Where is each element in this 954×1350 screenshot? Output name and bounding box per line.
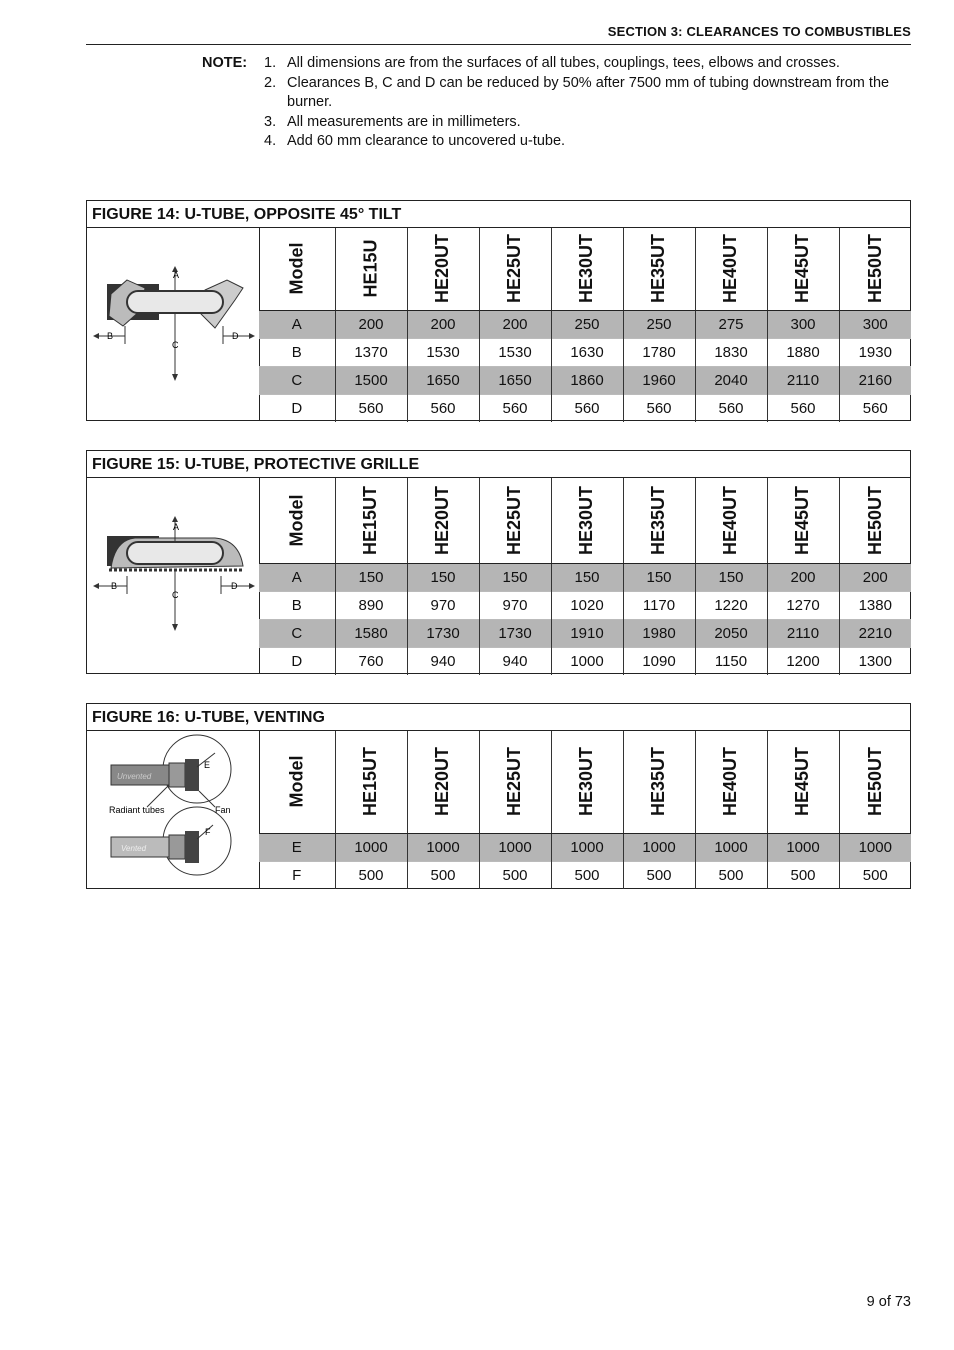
table-cell: 250 — [623, 310, 695, 338]
arrowhead-b — [93, 333, 99, 339]
vented-label: Vented — [121, 844, 147, 853]
table-cell: 1880 — [767, 338, 839, 366]
label-c: C — [172, 590, 179, 600]
table-cell: 200 — [407, 310, 479, 338]
table-row — [259, 394, 911, 422]
arrowhead-b — [93, 583, 99, 589]
column-header: HE35UT — [623, 478, 695, 563]
table-cell: 560 — [695, 394, 767, 422]
table-cell: 250 — [551, 310, 623, 338]
table-cell: 1000 — [623, 833, 695, 861]
note-number: 4. — [264, 133, 277, 149]
table-cell: 150 — [551, 563, 623, 591]
column-header: HE30UT — [551, 731, 623, 833]
table-cell: A — [259, 563, 335, 591]
table-row — [259, 366, 911, 394]
table-cell: D — [259, 647, 335, 675]
column-header: HE30UT — [551, 478, 623, 563]
figure-15-diagram — [87, 478, 260, 673]
table-cell: 1530 — [407, 338, 479, 366]
fan-top — [185, 759, 199, 791]
utube-grille-illustration — [87, 478, 259, 673]
header-row — [259, 478, 911, 563]
table-cell: 500 — [479, 861, 551, 889]
table-cell: 1930 — [839, 338, 911, 366]
label-b: B — [107, 331, 114, 341]
table-cell: 2210 — [839, 619, 911, 647]
table-row — [259, 619, 911, 647]
table-cell: 560 — [335, 394, 407, 422]
figure-16 — [86, 703, 911, 889]
table-cell: 560 — [551, 394, 623, 422]
column-header: HE25UT — [479, 228, 551, 310]
column-header: HE25UT — [479, 731, 551, 833]
table-cell: C — [259, 619, 335, 647]
table-cell: E — [259, 833, 335, 861]
label-a: A — [173, 270, 180, 280]
arrowhead-d — [249, 333, 255, 339]
table-cell: 300 — [839, 310, 911, 338]
table-cell: 150 — [407, 563, 479, 591]
header-row — [259, 731, 911, 833]
table-cell: 1980 — [623, 619, 695, 647]
unvented-label: Unvented — [117, 772, 152, 781]
note-item — [264, 54, 914, 74]
table-row — [259, 833, 911, 861]
column-header: HE35UT — [623, 228, 695, 310]
table-cell: 500 — [767, 861, 839, 889]
column-header: HE45UT — [767, 731, 839, 833]
table-cell: 200 — [479, 310, 551, 338]
table-row — [259, 310, 911, 338]
table-row — [259, 338, 911, 366]
column-header: HE45UT — [767, 228, 839, 310]
table-cell: 2160 — [839, 366, 911, 394]
venting-illustration — [87, 731, 259, 888]
u-tube — [127, 291, 223, 313]
table-cell: 500 — [839, 861, 911, 889]
label-f: F — [205, 827, 211, 837]
table-cell: 2040 — [695, 366, 767, 394]
table-cell: B — [259, 591, 335, 619]
table-cell: 1020 — [551, 591, 623, 619]
figure-16-table — [259, 731, 911, 889]
table-cell: 1270 — [767, 591, 839, 619]
table-cell: 560 — [623, 394, 695, 422]
table-cell: 1300 — [839, 647, 911, 675]
table-cell: 1830 — [695, 338, 767, 366]
table-cell: 2110 — [767, 366, 839, 394]
label-a: A — [173, 522, 180, 532]
fan-bottom — [185, 831, 199, 863]
note-number: 1. — [264, 55, 277, 71]
column-header: HE20UT — [407, 731, 479, 833]
label-e: E — [204, 760, 211, 770]
table-cell: 760 — [335, 647, 407, 675]
utube-tilt-illustration — [87, 228, 259, 420]
table-cell: 1380 — [839, 591, 911, 619]
table-cell: 500 — [623, 861, 695, 889]
column-header: HE15U — [335, 228, 407, 310]
figure-15-title: FIGURE 15: U-TUBE, PROTECTIVE GRILLE — [87, 451, 910, 478]
table-cell: D — [259, 394, 335, 422]
table-cell: 200 — [839, 563, 911, 591]
table-cell: 500 — [551, 861, 623, 889]
column-header: HE45UT — [767, 478, 839, 563]
table-cell: 1650 — [479, 366, 551, 394]
table-row — [259, 861, 911, 889]
table-cell: 940 — [407, 647, 479, 675]
column-header: Model — [259, 478, 335, 563]
page-number: 9 of 73 — [866, 1294, 911, 1310]
column-header: HE20UT — [407, 478, 479, 563]
table-cell: 560 — [479, 394, 551, 422]
figure-16-diagram — [87, 731, 260, 888]
table-cell: 200 — [767, 563, 839, 591]
table-cell: 1000 — [839, 833, 911, 861]
column-header: HE40UT — [695, 228, 767, 310]
table-cell: 150 — [695, 563, 767, 591]
header-row — [259, 228, 911, 310]
table-cell: 1530 — [479, 338, 551, 366]
table-cell: 1860 — [551, 366, 623, 394]
table-cell: 940 — [479, 647, 551, 675]
coupling-top — [169, 763, 185, 787]
table-cell: 150 — [623, 563, 695, 591]
table-cell: 200 — [335, 310, 407, 338]
table-cell: 300 — [767, 310, 839, 338]
figure-16-title: FIGURE 16: U-TUBE, VENTING — [87, 704, 910, 731]
table-cell: 275 — [695, 310, 767, 338]
table-cell: C — [259, 366, 335, 394]
notes-list — [264, 54, 914, 152]
note-text: Add 60 mm clearance to uncovered u-tube. — [287, 133, 566, 149]
table-cell: 150 — [335, 563, 407, 591]
figure-14-title: FIGURE 14: U-TUBE, OPPOSITE 45° TILT — [87, 201, 910, 228]
table-cell: 1000 — [551, 833, 623, 861]
note-label: NOTE: — [202, 55, 248, 71]
table-cell: B — [259, 338, 335, 366]
table-cell: A — [259, 310, 335, 338]
table-cell: 1650 — [407, 366, 479, 394]
table-cell: 150 — [479, 563, 551, 591]
table-cell: 1000 — [551, 647, 623, 675]
arrowhead-c — [172, 374, 178, 381]
table-row — [259, 563, 911, 591]
table-cell: 1580 — [335, 619, 407, 647]
note-item — [264, 113, 914, 133]
table-cell: 1000 — [479, 833, 551, 861]
table-cell: 2050 — [695, 619, 767, 647]
section-title: SECTION 3: CLEARANCES TO COMBUSTIBLES — [607, 24, 911, 39]
figure-15-table — [259, 478, 911, 675]
label-b: B — [111, 581, 118, 591]
table-cell: 1000 — [695, 833, 767, 861]
column-header: HE40UT — [695, 731, 767, 833]
table-cell: 500 — [695, 861, 767, 889]
table-cell: 500 — [335, 861, 407, 889]
table-row — [259, 647, 911, 675]
note-text: Clearances B, C and D can be reduced by 50% after 7500 mm of tubing downstream from the burner. — [287, 74, 890, 110]
note-number: 2. — [264, 74, 277, 91]
table-cell: 1200 — [767, 647, 839, 675]
table-cell: 1910 — [551, 619, 623, 647]
column-header: HE50UT — [839, 478, 911, 563]
table-cell: 1730 — [479, 619, 551, 647]
column-header: HE40UT — [695, 478, 767, 563]
table-cell: 970 — [407, 591, 479, 619]
column-header: HE35UT — [623, 731, 695, 833]
table-cell: 1000 — [407, 833, 479, 861]
table-cell: 1730 — [407, 619, 479, 647]
table-cell: 1000 — [767, 833, 839, 861]
note-number: 3. — [264, 113, 277, 130]
table-cell: 1150 — [695, 647, 767, 675]
arrowhead-d — [249, 583, 255, 589]
figure-14-table — [259, 228, 911, 422]
note-item — [264, 132, 914, 152]
column-header: HE50UT — [839, 731, 911, 833]
column-header: HE15UT — [335, 731, 407, 833]
note-text: All dimensions are from the surfaces of all tubes, couplings, tees, elbows and crosses. — [287, 55, 840, 71]
table-cell: 1780 — [623, 338, 695, 366]
column-header: HE30UT — [551, 228, 623, 310]
table-cell: 560 — [839, 394, 911, 422]
table-cell: 560 — [407, 394, 479, 422]
figure-14 — [86, 200, 911, 421]
figure-15 — [86, 450, 911, 674]
table-cell: 1630 — [551, 338, 623, 366]
arrowhead-c — [172, 624, 178, 631]
column-header: HE50UT — [839, 228, 911, 310]
note-item — [264, 74, 914, 113]
label-c: C — [172, 340, 179, 350]
column-header: HE20UT — [407, 228, 479, 310]
table-cell: 1170 — [623, 591, 695, 619]
column-header: HE25UT — [479, 478, 551, 563]
table-row — [259, 591, 911, 619]
u-tube — [127, 542, 223, 564]
leader-radiant — [147, 785, 169, 807]
label-d: D — [232, 331, 239, 341]
column-header: HE15UT — [335, 478, 407, 563]
table-cell: 970 — [479, 591, 551, 619]
label-d: D — [231, 581, 238, 591]
section-header — [86, 24, 911, 45]
radiant-tubes-label: Radiant tubes — [109, 805, 165, 815]
table-cell: 560 — [767, 394, 839, 422]
table-cell: 1220 — [695, 591, 767, 619]
table-cell: 1960 — [623, 366, 695, 394]
table-cell: 1500 — [335, 366, 407, 394]
figure-14-diagram — [87, 228, 260, 420]
table-cell: 890 — [335, 591, 407, 619]
table-cell: 1370 — [335, 338, 407, 366]
table-cell: 500 — [407, 861, 479, 889]
column-header: Model — [259, 228, 335, 310]
table-cell: 1000 — [335, 833, 407, 861]
fan-label: Fan — [215, 805, 231, 815]
coupling-bottom — [169, 835, 185, 859]
table-cell: F — [259, 861, 335, 889]
table-cell: 1090 — [623, 647, 695, 675]
table-cell: 2110 — [767, 619, 839, 647]
note-text: All measurements are in millimeters. — [287, 113, 521, 130]
column-header: Model — [259, 731, 335, 833]
